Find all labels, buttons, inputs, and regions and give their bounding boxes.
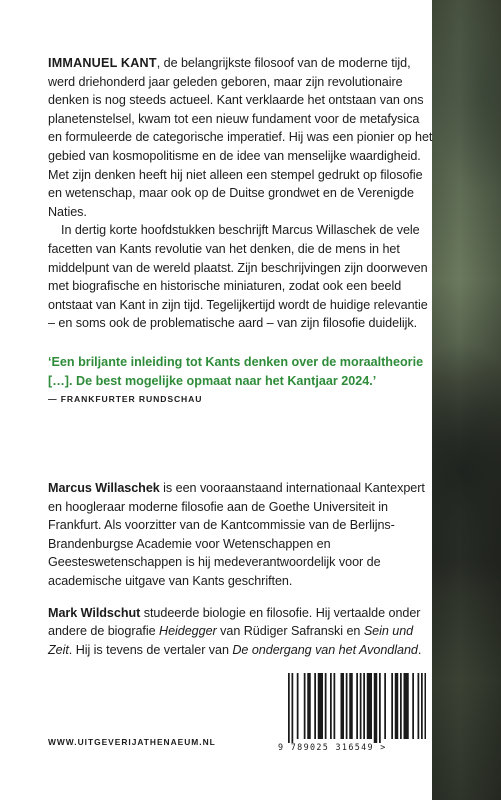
barcode-bar: [325, 673, 327, 739]
author-bio-text: is een vooraanstaand internationaal Kantexpert en hoogleraar moderne filosofie aan de Goethe Universiteit in Frankfurt. Als voorzitter van de Kantcommissie van de Berlijns-Brandenburgse Academie voor Wetenschappen en Geesteswetenschappen is hij medeverantwoordelijk voor de academische uitgave van Kants geschriften.: [48, 481, 425, 589]
publisher-website: WWW.UITGEVERIJATHENAEUM.NL: [48, 737, 216, 747]
barcode-bar: [307, 673, 311, 739]
barcode-bar: [418, 673, 420, 739]
translator-bio-text-2: van Rüdiger Safranski en: [216, 624, 364, 639]
translator-bio-text-1: studeerde biologie en filosofie. Hij vertaalde onder andere de biografie: [48, 605, 421, 639]
barcode-bar: [384, 673, 386, 739]
barcode-bar: [292, 673, 294, 743]
author-bio: [48, 479, 436, 591]
book-title-ondergang: De ondergang van het Avondland: [232, 642, 418, 657]
review-quote: ‘Een briljante inleiding tot Kants denken over de moraaltheorie […]. De best mogelijke opmaat naar het Kantjaar 2024.’: [48, 354, 424, 388]
barcode-bar: [374, 673, 378, 743]
barcode-bar: [330, 673, 332, 739]
barcode-bars: [276, 671, 426, 743]
barcode-bar: [356, 673, 358, 739]
barcode-bar: [379, 673, 381, 743]
translator-bio: [48, 604, 436, 660]
book-title-sein-und-zeit: Sein und Zeit: [48, 624, 414, 657]
barcode-bar: [425, 673, 427, 739]
isbn-barcode: [276, 671, 426, 757]
book-title-heidegger: Heidegger: [159, 624, 217, 639]
barcode-bar: [360, 673, 362, 739]
author-name: Marcus Willaschek: [48, 481, 160, 496]
barcode-bar: [297, 673, 299, 739]
isbn-digits: 9 789025 316549 >: [278, 742, 387, 752]
barcode-bar: [363, 673, 365, 739]
barcode-bar: [404, 673, 409, 739]
barcode-bar: [304, 673, 306, 739]
barcode-bar: [346, 673, 348, 739]
barcode-bar: [334, 673, 336, 739]
barcode-bar: [391, 673, 393, 739]
barcode-bar: [349, 673, 353, 739]
barcode-bar: [412, 673, 414, 739]
review-source: — FRANKFURTER RUNDSCHAU: [48, 394, 203, 405]
barcode-bar: [395, 673, 399, 739]
barcode-bar: [318, 673, 323, 739]
barcode-bar: [421, 673, 423, 739]
intro-name: IMMANUEL KANT: [48, 56, 157, 70]
intro-text: , de belangrijkste filosoof van de moderne tijd, werd driehonderd jaar geleden geboren, maar zijn revolutionaire denken is nog steeds actueel. Kant verklaarde het ontstaan van ons planetenstelsel, kwam tot een nieuw fundament voor de metafysica en formuleerde de categorische imperatief. Hij was een pionier op het gebied van kosmopolitisme en de idee van menselijke waardigheid. Met zijn denken heeft hij niet alleen een stempel gedrukt op filosofie en wetenschap, maar ook op de Duitse grondwet en de Verenigde Naties.: [48, 56, 433, 219]
barcode-bar: [341, 673, 345, 739]
barcode-bar: [367, 673, 372, 739]
description-paragraph: In dertig korte hoofdstukken beschrijft Marcus Willaschek de vele facetten van Kants revolutie van het denken, die de mens in het middelpunt van de wereld plaatst. Zijn beschrijvingen zijn doorweven met biografische en historische miniaturen, zodat ook een beeld ontstaat van Kant in zijn tijd. Tegelijkertijd wordt de huidige relevantie – en soms ook de problematische aard – van zijn filosofie duidelijk.: [48, 223, 428, 331]
barcode-bar: [314, 673, 316, 739]
back-cover-text: [48, 54, 436, 659]
intro-paragraph: [48, 54, 436, 221]
cover-photo-edge: [432, 0, 501, 800]
translator-bio-text-3: . Hij is tevens de vertaler van: [68, 642, 233, 657]
translator-name: Mark Wildschut: [48, 605, 141, 620]
translator-bio-text-4: .: [417, 642, 422, 657]
barcode-bar: [288, 673, 290, 743]
barcode-bar: [400, 673, 402, 739]
